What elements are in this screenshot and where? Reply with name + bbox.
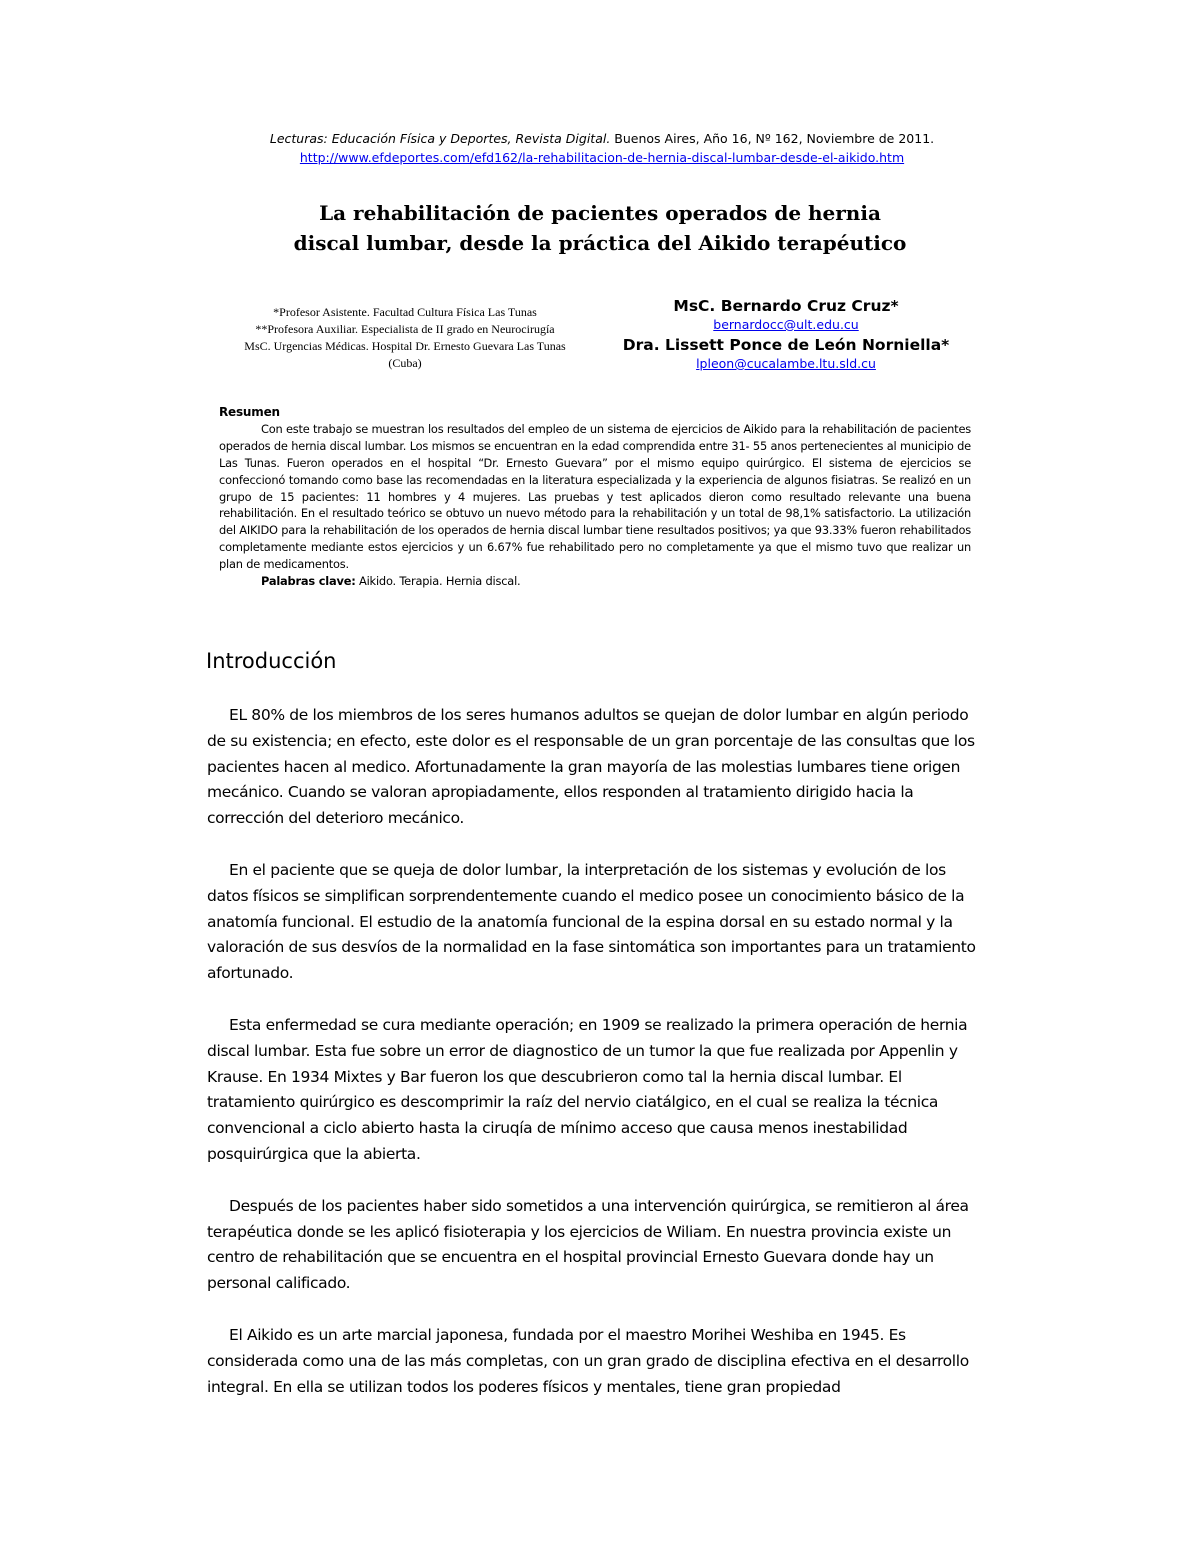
keywords-label: Palabras clave:	[261, 574, 356, 589]
abstract-heading: Resumen	[219, 405, 280, 419]
body-paragraph: EL 80% de los miembros de los seres humanos adultos se quejan de dolor lumbar en algún periodo de su existencia; en efecto, este dolor es el responsable de un gran porcentaje de las consultas que los pacientes hacen al medico. Afortunadamente la gran mayoría de las molestias lumbares tiene origen mecánico. Cuando se valoran apropiadamente, ellos responden al tratamiento dirigido hacia la corrección del deterioro mecánico.	[207, 706, 975, 828]
citation-header	[262, 129, 942, 167]
article-title	[262, 198, 938, 258]
author-name: MsC. Bernardo Cruz Cruz*	[673, 297, 899, 315]
citation-url-link[interactable]: http://www.efdeportes.com/efd162/la-rehabilitacion-de-hernia-discal-lumbar-desde-el-aikido.htm	[299, 150, 905, 165]
author-name: Dra. Lissett Ponce de León Norniella*	[622, 336, 950, 354]
keywords-value: Aikido. Terapia. Hernia discal.	[355, 574, 521, 589]
introduction-heading: Introducción	[206, 649, 337, 673]
affiliation-line: **Profesora Auxiliar. Especialista de II grado en Neurocirugía	[255, 322, 555, 336]
keywords-line	[219, 573, 971, 590]
affiliation-line: (Cuba)	[388, 356, 422, 370]
abstract-section	[219, 404, 971, 590]
author-block	[600, 296, 972, 374]
body-paragraph: Después de los pacientes haber sido sometidos a una intervención quirúrgica, se remitieron al área terapéutica donde se les aplicó fisioterapia y los ejercicios de Wiliam. En nuestra provincia existe un centro de rehabilitación que se encuentra en el hospital provincial Ernesto Guevara donde hay un personal calificado.	[207, 1196, 969, 1293]
body-paragraph: Esta enfermedad se cura mediante operación; en 1909 se realizado la primera operación de hernia discal lumbar. Esta fue sobre un error de diagnostico de un tumor la que fue realizada por Appenlin y Krause. En 1934 Mixtes y Bar fueron los que descubrieron como tal la hernia discal lumbar. El tratamiento quirúrgico es descomprimir la raíz del nervio ciatálgico, en el cual se realiza la técnica convencional a ciclo abierto hasta la ciruqía de mínimo acceso que causa menos inestabilidad posquirúrgica que la abierta.	[207, 1015, 968, 1163]
abstract-text: Con este trabajo se muestran los resultados del empleo de un sistema de ejercicios de Aikido para la rehabilitación de pacientes operados de hernia discal lumbar. Los mismos se encuentran en la edad comprendida entre 31- 55 anos pertenecientes al municipio de Las Tunas. Fueron operados en el hospital “Dr. Ernesto Guevara” por el mismo equipo quirúrgico. El sistema de ejercicios se confeccionó tomando como base las recomendadas en la literatura especializada y la experiencia de algunos fisiatras. Se realizó en un grupo de 15 pacientes: 11 hombres y 4 mujeres. Las pruebas y test aplicados dieron como resultado relevante una buena rehabilitación. En el resultado teórico se obtuvo un nuevo método para la rehabilitación y un total de 98,1% satisfactorio. La utilización del AIKIDO para la rehabilitación de los operados de hernia discal lumbar tiene resultados positivos; ya que 93.33% fueron rehabilitados completamente mediante estos ejercicios y un 6.67% fue rehabilitado pero no completamente ya que el mismo tuvo que realizar un plan de medicamentos.	[219, 421, 971, 572]
author-email-link[interactable]: bernardocc@ult.edu.cu	[713, 317, 859, 332]
introduction-body	[207, 703, 989, 1426]
article-title-line-1: La rehabilitación de pacientes operados de hernia	[319, 201, 881, 225]
citation-details: Buenos Aires, Año 16, Nº 162, Noviembre de 2011.	[610, 131, 935, 146]
author-affiliations	[205, 304, 605, 372]
author-email-link[interactable]: lpleon@cucalambe.ltu.sld.cu	[696, 356, 876, 371]
affiliation-line: *Profesor Asistente. Facultad Cultura Física Las Tunas	[273, 305, 537, 319]
body-paragraph: El Aikido es un arte marcial japonesa, fundada por el maestro Morihei Weshiba en 1945. Es considerada como una de las más completas, con un gran grado de disciplina efectiva en el desarrollo integral. En ella se utilizan todos los poderes físicos y mentales, tiene gran propiedad	[207, 1325, 969, 1396]
article-title-line-2: discal lumbar, desde la práctica del Aikido terapéutico	[293, 231, 907, 255]
affiliation-line: MsC. Urgencias Médicas. Hospital Dr. Ernesto Guevara Las Tunas	[244, 339, 566, 353]
body-paragraph: En el paciente que se queja de dolor lumbar, la interpretación de los sistemas y evolución de los datos físicos se simplifican sorprendentemente cuando el medico posee un conocimiento básico de la anatomía funcional. El estudio de la anatomía funcional de la espina dorsal en su estado normal y la valoración de sus desvíos de la normalidad en la fase sintomática son importantes para un tratamiento afortunado.	[207, 860, 976, 983]
citation-journal: Lecturas: Educación Física y Deportes, Revista Digital.	[269, 131, 611, 146]
